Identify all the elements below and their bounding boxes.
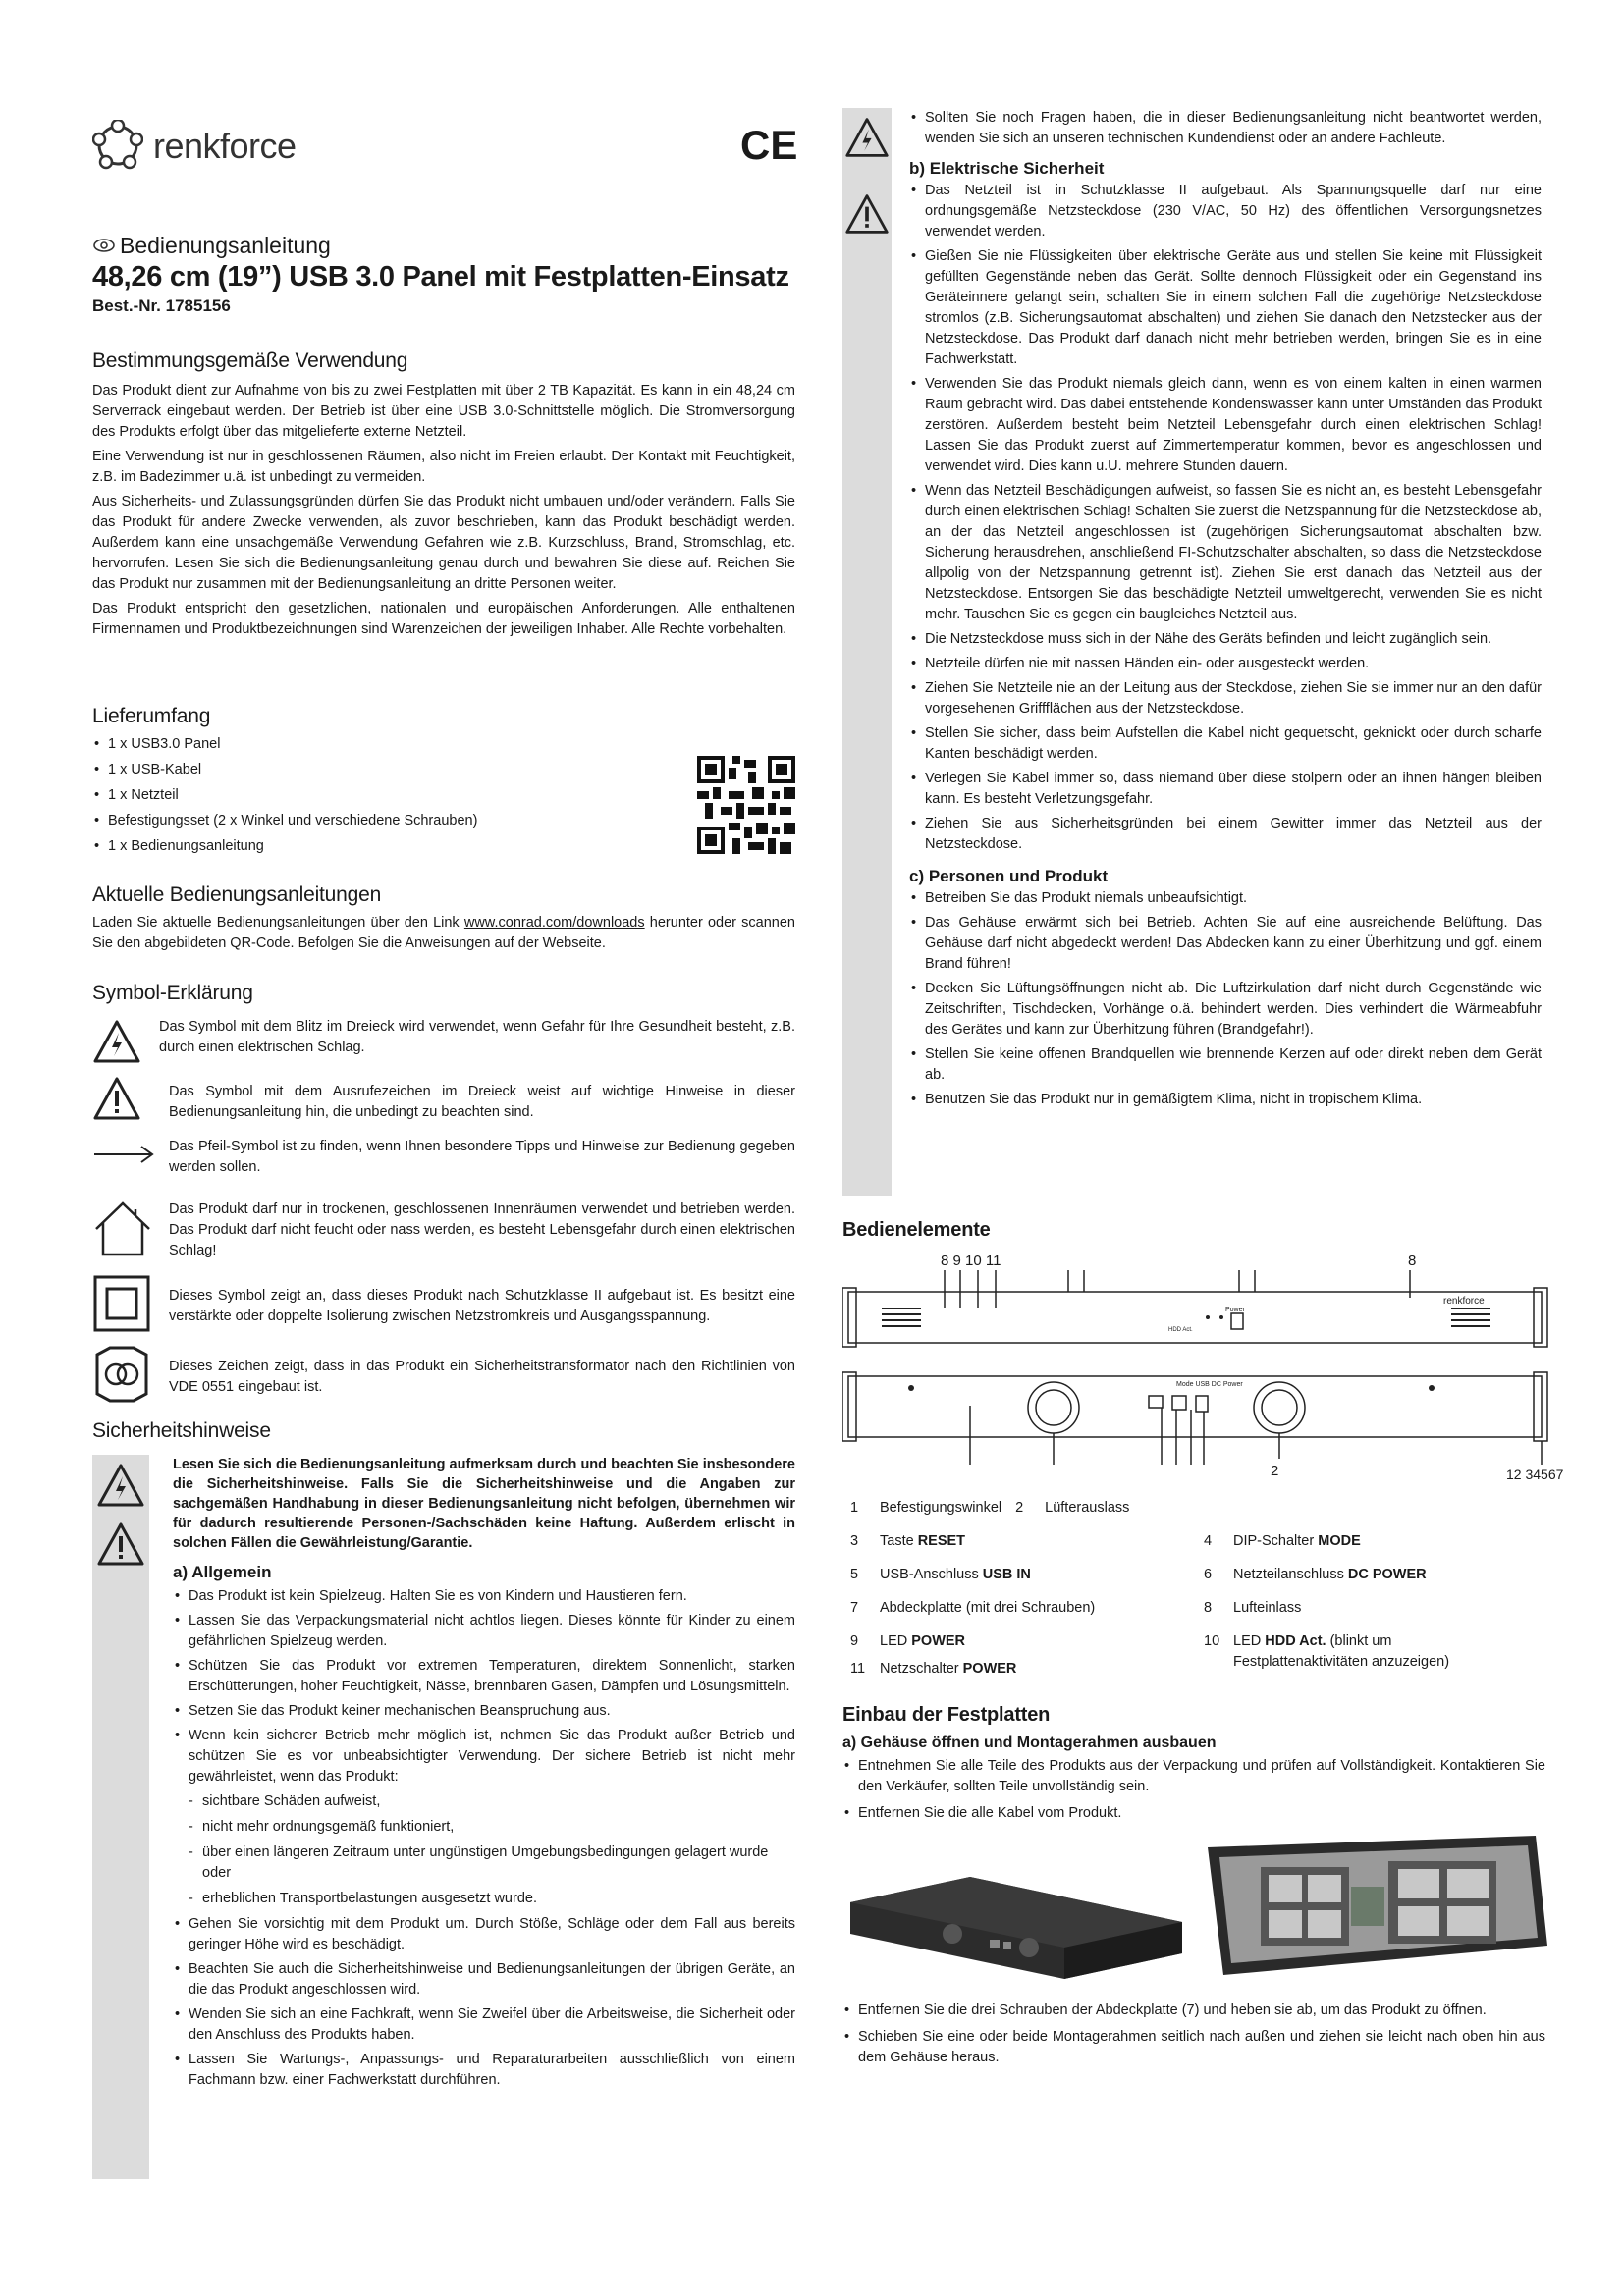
legend-8: 8 Lufteinlass — [1204, 1600, 1302, 1616]
general-item: • Wenn kein sicherer Betrieb mehr möglich ist, nehmen Sie das Produkt außer Betrieb und schützen Sie es vor unbeabsichtigter Verwendung. Der sichere Betrieb ist nicht mehr gewährleistet, wenn das Produkt: — [173, 1726, 795, 1788]
legend-11: 11 Netzschalter POWER — [850, 1661, 1017, 1677]
brand-name: renkforce — [153, 126, 297, 166]
document-type: Bedienungsanleitung — [120, 233, 331, 258]
diagram-label-top-right: 8 — [1408, 1253, 1417, 1269]
general-item: • Das Produkt ist kein Spielzeug. Halten Sie es von Kindern und Haustieren fern. — [173, 1586, 795, 1607]
intended-use-p2: Eine Verwendung ist nur in geschlossenen Räumen, also nicht im Freien erlaubt. Der Kontakt mit Feuchtigkeit, z.B. im Badezimmer u.ä. ist unbedingt zu vermeiden. — [92, 449, 795, 485]
panel-diagram — [842, 1268, 1551, 1484]
condition-item: - erheblichen Transportbelastungen ausgesetzt wurde. — [173, 1889, 795, 1909]
condition-item: - nicht mehr ordnungsgemäß funktioniert, — [173, 1817, 795, 1838]
eye-icon — [92, 238, 116, 253]
symbol-row-exclamation — [92, 1074, 795, 1133]
delivery-section — [92, 705, 795, 857]
manuals-section — [92, 883, 795, 954]
general-heading: a) Allgemein — [173, 1563, 272, 1581]
house-indoor-icon — [92, 1200, 153, 1258]
electrical-item: • Stellen Sie sicher, dass beim Aufstellen die Kabel nicht gequetscht, geknickt oder durch scharfe Kanten beschädigt werden. — [909, 723, 1542, 765]
downloads-link[interactable]: www.conrad.com/downloads — [463, 915, 645, 931]
product-photo-closed — [842, 1857, 1188, 1985]
general-item: • Schützen Sie das Produkt vor extremen Temperaturen, direktem Sonnenlicht, starken Erschütterungen, hoher Feuchtigkeit, Nässe, brennbaren Gasen, Dämpfen und Lösungsmitteln. — [173, 1656, 795, 1697]
diagram-power-label: Power — [1225, 1307, 1245, 1313]
product-photo-open — [1202, 1828, 1551, 1985]
page-title: 48,26 cm (19”) USB 3.0 Panel mit Festplatten-Einsatz — [92, 261, 789, 293]
install-step: • Entfernen Sie die alle Kabel vom Produkt. — [842, 1803, 1545, 1824]
condition-item: - über einen längeren Zeitraum unter ungünstigen Umgebungsbedingungen gelagert wurde oder — [173, 1842, 795, 1884]
electrical-item: • Ziehen Sie aus Sicherheitsgründen bei einem Gewitter immer das Netzteil aus der Netzsteckdose. — [909, 814, 1542, 855]
controls-section — [842, 1219, 1545, 1242]
symbol-lightning-text: Das Symbol mit dem Blitz im Dreieck wird verwendet, wenn Gefahr für Ihre Gesundheit besteht, z.B. durch einen elektrischen Schlag. — [159, 1019, 795, 1055]
safety-content — [173, 1455, 795, 2091]
safety-side-bar-right — [842, 108, 892, 1196]
delivery-item: • 1 x Bedienungsanleitung — [92, 836, 795, 857]
persons-item: • Decken Sie Lüftungsöffnungen nicht ab. Die Luftzirkulation darf nicht durch Gegenstände wie Zeitschriften, Tischdecken, Vorhänge o.ä. behindert werden. Dies verhindert die Wärmeabfuhr des Gerätes und kann zur Überhitzung führen (Brandgefahr!). — [909, 979, 1542, 1041]
legend-7: 7 Abdeckplatte (mit drei Schrauben) — [850, 1600, 1096, 1616]
electrical-item: • Netzteile dürfen nie mit nassen Händen ein- oder ausgesteckt werden. — [909, 654, 1542, 674]
ce-mark: CE — [740, 122, 798, 168]
install-section — [842, 1704, 1545, 1824]
diagram-hdd-label: HDD Act. — [1168, 1327, 1193, 1333]
safety-heading-wrap — [92, 1419, 795, 1443]
electrical-item: • Verwenden Sie das Produkt niemals gleich dann, wenn es von einem kalten in einen warmen Raum gebracht wird. Das dabei entstehende Kondenswasser kann unter Umständen das Produkt zerstören. Außerdem besteht beim Netzteil Lebensgefahr durch einen elektrischen Schlag! Lassen Sie das Produkt zuerst auf Zimmertemperatur kommen, bevor es angeschlossen und verwendet wird. Dies kann u.U. mehrere Stunden dauern. — [909, 374, 1542, 477]
lightning-warning-icon — [96, 1463, 145, 1508]
persons-item: • Das Gehäuse erwärmt sich bei Betrieb. Achten Sie auf eine ausreichende Belüftung. Das Gehäuse darf nicht abgedeckt werden! Das Abdecken kann zu einer Überhitzung und ggf. einem Brand führen! — [909, 913, 1542, 975]
diagram-brand: renkforce — [1443, 1296, 1485, 1307]
diagram-label-top: 8 9 10 11 — [941, 1253, 1001, 1269]
symbol-row-house — [92, 1194, 795, 1272]
general-item: • Wenden Sie sich an eine Fachkraft, wenn Sie Zweifel über die Arbeitsweise, die Sicherheit oder den Anschluss des Produkts haben. — [173, 2004, 795, 2046]
legend-6: 6 Netzteilanschluss DC POWER — [1204, 1567, 1427, 1582]
symbols-heading: Symbol-Erklärung — [92, 982, 253, 1004]
symbol-transformer-text: Dieses Zeichen zeigt, dass in das Produkt ein Sicherheitstransformator nach den Richtlinien von VDE 0551 eingebaut ist. — [169, 1359, 795, 1395]
legend-4: 4 DIP-Schalter MODE — [1204, 1533, 1361, 1549]
install-steps-2 — [842, 2001, 1545, 2068]
safety-heading: Sicherheitshinweise — [92, 1419, 271, 1442]
electrical-item: • Wenn das Netzteil Beschädigungen aufweist, so fassen Sie es nicht an, es besteht Lebensgefahr durch einen elektrischen Schlag! Schalten Sie zuerst die Netzspannung für die Netzsteckdose ab, an der das Netzteil angeschlossen ist (zugehörigen Sicherungsautomat abschalten bzw. Sicherung herausdrehen, anschließend FI-Schutzschalter abschalten, so dass die Netzsteckdose allpolig von der Netzspannung getrennt ist). Ziehen Sie erst danach das Netzteil aus der Netzsteckdose. Entsorgen Sie das beschädigte Netzteil umweltgerecht, verwenden Sie es nicht mehr. Tauschen Sie es gegen ein baugleiches Netzteil aus. — [909, 481, 1542, 625]
controls-heading: Bedienelemente — [842, 1219, 991, 1241]
install-step: • Schieben Sie eine oder beide Montagerahmen seitlich nach außen und ziehen sie leicht nach oben hin aus dem Gehäuse heraus. — [842, 2027, 1545, 2068]
protection-class-2-icon — [92, 1274, 151, 1333]
exclamation-warning-icon — [844, 192, 890, 236]
renkforce-logo-icon — [92, 120, 143, 171]
persons-item: • Betreiben Sie das Produkt niemals unbeaufsichtigt. — [909, 888, 1542, 909]
intended-use-section — [92, 349, 795, 640]
symbol-row-class2 — [92, 1274, 795, 1333]
qr-code[interactable] — [697, 756, 795, 854]
install-sub-heading: a) Gehäuse öffnen und Montagerahmen ausbauen — [842, 1735, 1217, 1751]
safety-intro: Lesen Sie sich die Bedienungsanleitung aufmerksam durch und beachten Sie insbesondere die Sicherheitshinweise. Falls Sie die Sicherheitshinweise und die Angaben zur sachgemäßen Handhabung in dieser Bedienungsanleitung nicht befolgen, übernehmen wir für dadurch resultierende Personen-/Sachschäden keine Haftung. Außerdem erlischt in solchen Fällen die Gewährleistung/Garantie. — [173, 1457, 795, 1551]
persons-item: • Stellen Sie keine offenen Brandquellen wie brennende Kerzen auf oder direkt neben dem Gerät ab. — [909, 1044, 1542, 1086]
symbol-exclamation-text: Das Symbol mit dem Ausrufezeichen im Dreieck weist auf wichtige Hinweise in dieser Bedienungsanleitung hin, die unbedingt zu beachten sind. — [169, 1084, 795, 1120]
safety-content-right — [909, 108, 1542, 1110]
order-number: Best.-Nr. 1785156 — [92, 296, 231, 315]
exclamation-warning-icon — [96, 1522, 145, 1567]
legend-5: 5 USB-Anschluss USB IN — [850, 1567, 1031, 1582]
lightning-warning-icon — [844, 116, 890, 159]
legend-10: 10 LED HDD Act. (blinkt um Festplattenaktivitäten anzuzeigen) — [1204, 1633, 1450, 1670]
intended-use-heading: Bestimmungsgemäße Verwendung — [92, 349, 408, 372]
delivery-item: • 1 x USB3.0 Panel — [92, 734, 795, 755]
delivery-heading: Lieferumfang — [92, 705, 211, 727]
install-step: • Entnehmen Sie alle Teile des Produkts aus der Verpackung und prüfen auf Vollständigkeit. Kontaktieren Sie den Verkäufer, sollten Teile unvollständig sein. — [842, 1756, 1545, 1797]
electrical-item: • Gießen Sie nie Flüssigkeiten über elektrische Geräte aus und stellen Sie keine mit Flüssigkeit gefüllten Gegenstände neben das Gerät. Sollte dennoch Flüssigkeit oder ein Gegenstand ins Geräteinnere gelangt sein, schalten Sie in einem solchen Fall die zugehörige Netzsteckdose stromlos (z.B. Sicherungsautomat abschalten) und ziehen Sie danach den Netzstecker aus der Netzsteckdose. Das Produkt darf danach nicht mehr betrieben werden, bringen Sie es in eine Fachwerkstatt. — [909, 246, 1542, 370]
diagram-mode-label: Mode USB DC Power — [1176, 1381, 1243, 1388]
symbol-house-text: Das Produkt darf nur in trockenen, geschlossenen Innenräumen verwendet und betrieben werden. Das Produkt darf nicht feucht oder nass werden, es besteht Lebensgefahr durch einen elektrischen Schlag! — [169, 1201, 795, 1258]
arrow-right-icon — [92, 1143, 155, 1166]
symbol-class2-text: Dieses Symbol zeigt an, dass dieses Produkt nach Schutzklasse II aufgebaut ist. Es besitzt eine verstärkte oder doppelte Isolierung zwischen Netzstromkreis und Ausgangsspannung. — [169, 1288, 795, 1324]
intended-use-p1: Das Produkt dient zur Aufnahme von bis zu zwei Festplatten mit über 2 TB Kapazität. Es kann in ein 48,24 cm Serverrack eingebaut werden. Der Betrieb ist über eine USB 3.0-Schnittstelle möglich. Die Stromversorgung des Produkts erfolgt über das mitgelieferte externe Netzteil. — [92, 383, 795, 440]
symbol-arrow-text: Das Pfeil-Symbol ist zu finden, wenn Ihnen besondere Tipps und Hinweise zur Bedienung gegeben werden sollen. — [169, 1139, 795, 1175]
legend-3: 3 Taste RESET — [850, 1533, 966, 1549]
safety-transformer-icon — [92, 1345, 151, 1404]
symbol-row-lightning — [92, 1017, 795, 1076]
legend-9: 9 LED POWER — [850, 1633, 966, 1649]
electrical-heading: b) Elektrische Sicherheit — [909, 159, 1105, 178]
general-item: • Beachten Sie auch die Sicherheitshinweise und Bedienungsanleitungen der übrigen Geräte, an die das Produkt angeschlossen wird. — [173, 1959, 795, 2001]
symbols-section — [92, 982, 795, 1005]
condition-item: - sichtbare Schäden aufweist, — [173, 1791, 795, 1812]
general-item: • Sollten Sie noch Fragen haben, die in dieser Bedienungsanleitung nicht beantwortet werden, wenden Sie sich an unseren technischen Kundendienst oder an andere Fachleute. — [909, 108, 1542, 149]
electrical-item: • Die Netzsteckdose muss sich in der Nähe des Geräts befinden und leicht zugänglich sein. — [909, 629, 1542, 650]
intended-use-p4: Das Produkt entspricht den gesetzlichen, nationalen und europäischen Anforderungen. Alle enthaltenen Firmennamen und Produktbezeichnungen sind Warenzeichen der jeweiligen Inhaber. Alle Rechte vorbehalten. — [92, 601, 795, 637]
delivery-item: • 1 x USB-Kabel — [92, 760, 795, 780]
install-step: • Entfernen Sie die drei Schrauben der Abdeckplatte (7) und heben sie ab, um das Produkt zu öffnen. — [842, 2001, 1545, 2021]
electrical-item: • Ziehen Sie Netzteile nie an der Leitung aus der Steckdose, ziehen Sie sie immer nur an den dafür vorgesehenen Griffflächen aus der Netzsteckdose. — [909, 678, 1542, 720]
install-heading: Einbau der Festplatten — [842, 1704, 1051, 1726]
symbol-row-arrow — [92, 1135, 795, 1184]
diagram-label-2: 2 — [1271, 1463, 1279, 1479]
diagram-label-bottom-right: 12 34567 — [1506, 1467, 1564, 1482]
electrical-item: • Verlegen Sie Kabel immer so, dass niemand über diese stolpern oder an ihnen hängen bleiben kann. Es besteht Verletzungsgefahr. — [909, 769, 1542, 810]
general-item: • Lassen Sie das Verpackungsmaterial nicht achtlos liegen. Dieses könnte für Kinder zu einem gefährlichen Spielzeug werden. — [173, 1611, 795, 1652]
exclamation-warning-icon — [92, 1076, 141, 1121]
general-item: • Gehen Sie vorsichtig mit dem Produkt um. Durch Stöße, Schläge oder dem Fall aus bereits geringer Höhe wird es beschädigt. — [173, 1914, 795, 1955]
electrical-item: • Das Netzteil ist in Schutzklasse II aufgebaut. Als Spannungsquelle darf nur eine ordnungsgemäße Netzsteckdose (230 V/AC, 50 Hz) des öffentlichen Versorgungsnetzes verwendet werden. — [909, 181, 1542, 242]
title-block — [92, 232, 795, 318]
general-item: • Lassen Sie Wartungs-, Anpassungs- und Reparaturarbeiten ausschließlich von einem Fachmann bzw. einer Fachwerkstatt durchführen. — [173, 2050, 795, 2091]
delivery-item: • Befestigungsset (2 x Winkel und verschiedene Schrauben) — [92, 811, 795, 831]
legend-1: 1 Befestigungswinkel 2 Lüfterauslass — [850, 1500, 1130, 1516]
intended-use-p3: Aus Sicherheits- und Zulassungsgründen dürfen Sie das Produkt nicht umbauen und/oder verändern. Falls Sie das Produkt für andere Zwecke verwenden, als zuvor beschrieben, kann das Produkt beschädigt werden. Außerdem kann eine unsachgemäße Verwendung Gefahren wie z.B. Kurzschluss, Brand, Stromschlag, etc. hervorrufen. Lesen Sie sich die Bedienungsanleitung genau durch und bewahren Sie diese auf. Reichen Sie das Produkt nur zusammen mit der Bedienungsanleitung an dritte Personen weiter. — [92, 494, 795, 592]
delivery-item: • 1 x Netzteil — [92, 785, 795, 806]
manuals-text: Laden Sie aktuelle Bedienungsanleitungen über den Link www.conrad.com/downloads herunter oder scannen Sie den abgebildeten QR-Code. Befolgen Sie die Anweisungen auf der Webseite. — [92, 915, 795, 951]
brand-logo — [92, 116, 348, 175]
lightning-warning-icon — [92, 1019, 141, 1064]
persons-item: • Benutzen Sie das Produkt nur in gemäßigtem Klima, nicht in tropischem Klima. — [909, 1090, 1542, 1110]
manuals-heading: Aktuelle Bedienungsanleitungen — [92, 883, 382, 906]
general-item: • Setzen Sie das Produkt keiner mechanischen Beanspruchung aus. — [173, 1701, 795, 1722]
symbol-row-transformer — [92, 1345, 795, 1406]
persons-heading: c) Personen und Produkt — [909, 867, 1109, 885]
